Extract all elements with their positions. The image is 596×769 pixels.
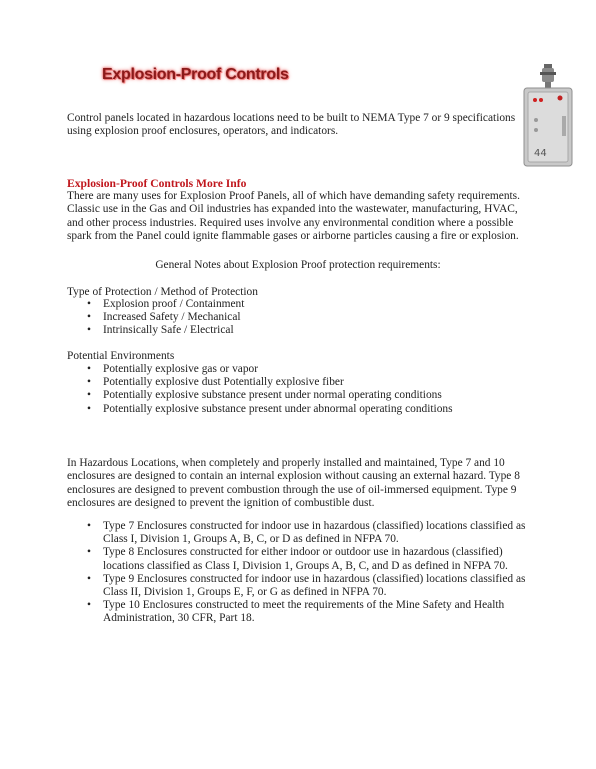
list-item: • Explosion proof / Containment (67, 298, 244, 311)
general-notes-heading: General Notes about Explosion Proof protection requirements: (155, 259, 441, 271)
list-item: • Intrinsically Safe / Electrical (67, 324, 244, 337)
protection-heading: Type of Protection / Method of Protection (67, 286, 258, 298)
list-item: • Increased Safety / Mechanical (67, 311, 244, 324)
list-item: • Potentially explosive gas or vapor (67, 363, 453, 376)
list-item: • Type 9 Enclosures constructed for indoor use in hazardous (classified) locations classified as Class II, Division 1, Groups E, F, or G as defined in NFPA 70. (67, 573, 537, 599)
hazardous-paragraph: In Hazardous Locations, when completely and properly installed and maintained, Type 7 and 10 enclosures are designed to contain an internal explosion without causing an external hazard. Type 8 enclosures are designed to prevent combustion through the use of oil-immersed equipment. Type 9 enclosures are designed to prevent the ignition of combustible dust. (67, 457, 520, 509)
environments-list (67, 363, 453, 416)
list-item: • Potentially explosive substance present under abnormal operating conditions (67, 403, 453, 416)
svg-text:44: 44 (534, 148, 547, 159)
list-item: • Potentially explosive substance present under normal operating conditions (67, 389, 453, 402)
environments-heading: Potential Environments (67, 350, 175, 362)
explosion-proof-panel-icon (522, 64, 574, 168)
intro-paragraph: Control panels located in hazardous locations need to be built to NEMA Type 7 or 9 specifications using explosion proof enclosures, operators, and indicators. (67, 112, 516, 138)
list-item: • Potentially explosive dust Potentially explosive fiber (67, 376, 453, 389)
more-info-heading: Explosion-Proof Controls More Info (67, 177, 247, 190)
more-info-paragraph: There are many uses for Explosion Proof Panels, all of which have demanding safety requirements. Classic use in the Gas and Oil industries has expanded into the wastewater, manufacturing, HVAC, and other process industries. Required uses involve any environmental condition where a possible spark from the Panel could ignite flammable gases or airborne particles causing a fire or explosion. (67, 190, 520, 242)
list-item: • Type 7 Enclosures constructed for indoor use in hazardous (classified) locations classified as Class I, Division 1, Groups A, B, C, or D as defined in NFPA 70. (67, 520, 537, 546)
list-item: • Type 8 Enclosures constructed for either indoor or outdoor use in hazardous (classified) locations classified as Class I, Division 1, Groups A, B, C, and D as defined in NFPA 70. (67, 546, 537, 572)
list-item: • Type 10 Enclosures constructed to meet the requirements of the Mine Safety and Health Administration, 30 CFR, Part 18. (67, 599, 537, 625)
enclosure-types-list (67, 520, 537, 626)
protection-list (67, 298, 244, 338)
page-title: Explosion-Proof Controls (102, 66, 289, 83)
